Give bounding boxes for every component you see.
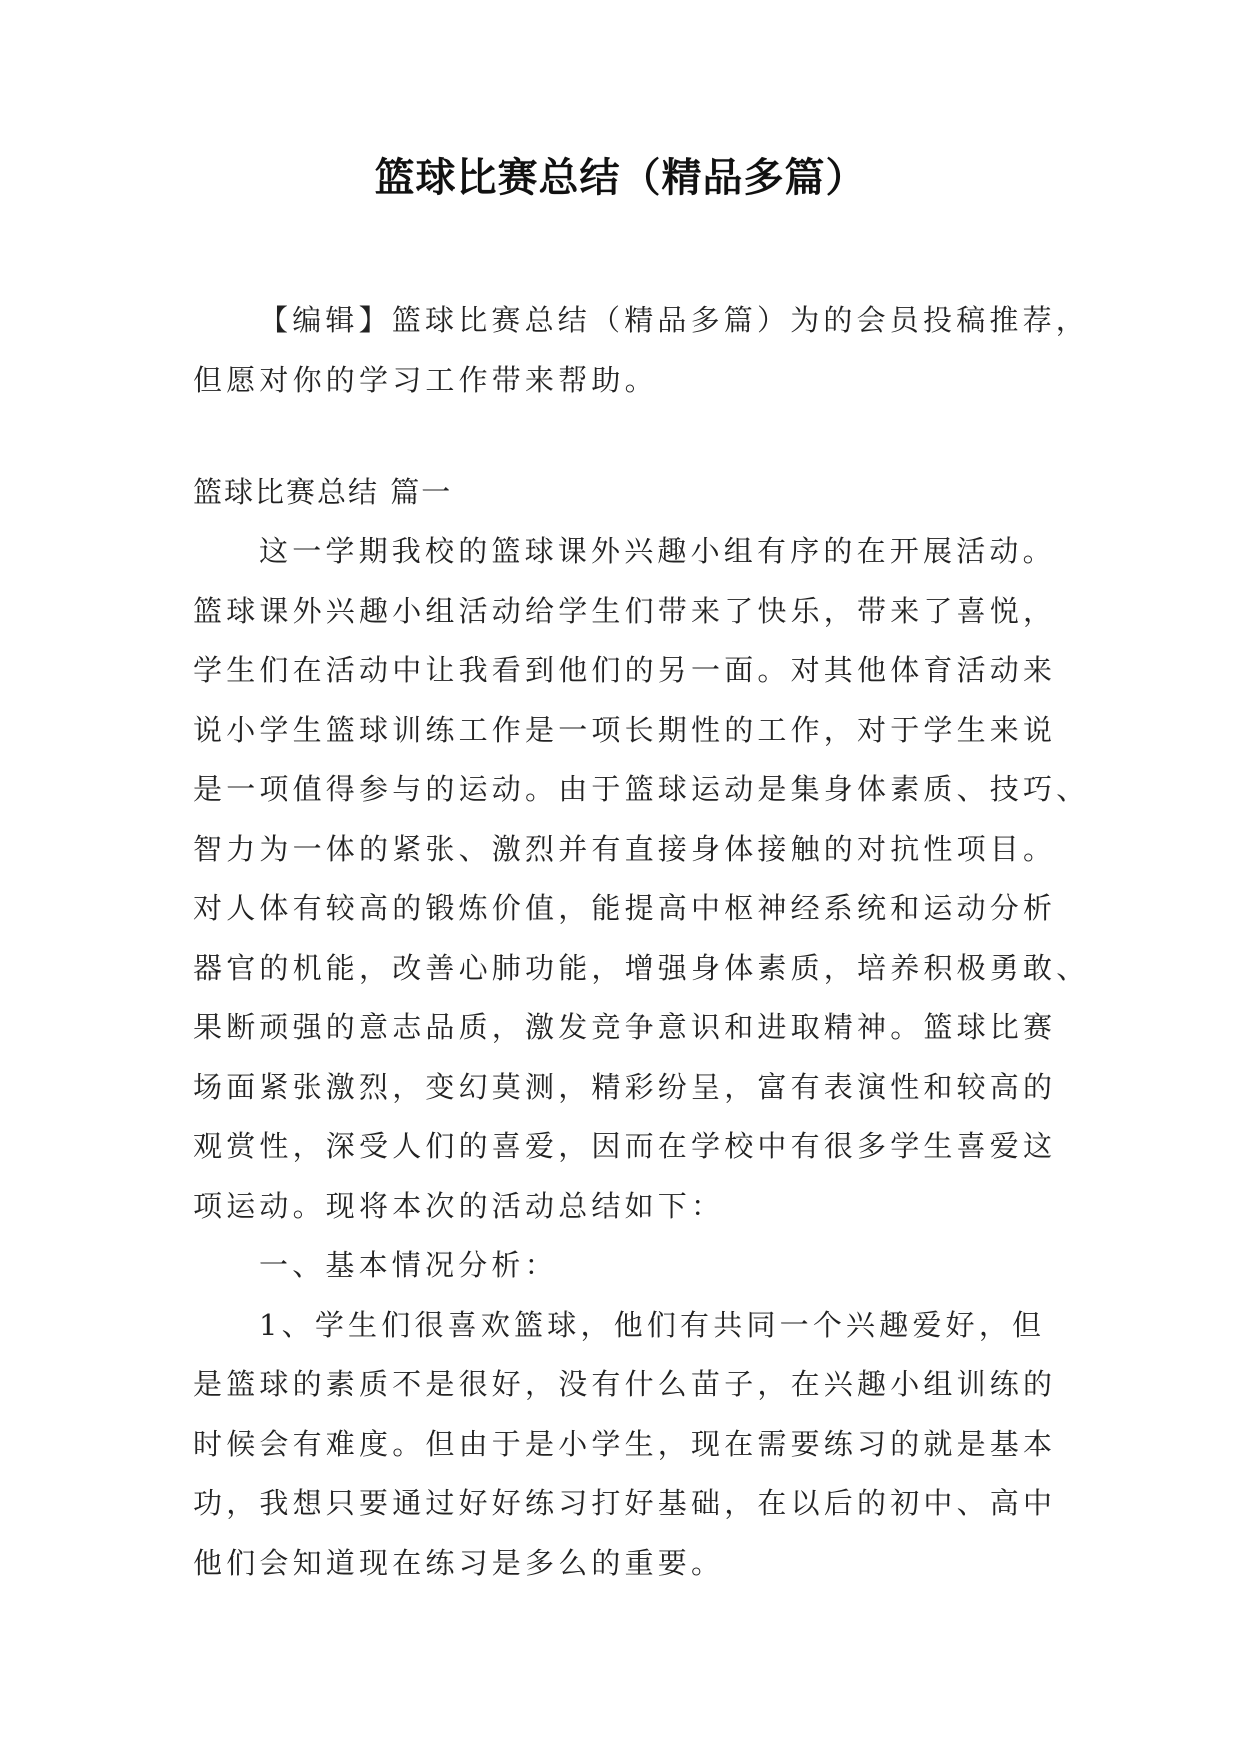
content-line: 智力为一体的紧张、激烈并有直接身体接触的对抗性项目。 [193,831,1057,866]
content-line: 是一项值得参与的运动。由于篮球运动是集身体素质、技巧、 [193,772,1090,806]
content-line: 是篮球的素质不是很好，没有什么苗子，在兴趣小组训练的 [193,1367,1057,1401]
content-line: 篮球课外兴趣小组活动给学生们带来了快乐，带来了喜悦， [193,593,1057,628]
section-content [193,522,1090,1593]
intro-paragraph [193,291,1090,410]
content-line: 场面紧张激烈，变幻莫测，精彩纷呈，富有表演性和较高的 [193,1069,1057,1104]
content-line: 果断顽强的意志品质，激发竞争意识和进取精神。篮球比赛 [193,1010,1057,1044]
content-line: 观赏性，深受人们的喜爱，因而在学校中有很多学生喜爱这 [193,1129,1057,1163]
content-line: 学生们在活动中让我看到他们的另一面。对其他体育活动来 [193,653,1057,687]
content-line: 对人体有较高的锻炼价值，能提高中枢神经系统和运动分析 [193,891,1057,925]
content-line: 项运动。现将本次的活动总结如下： [193,1188,725,1223]
content-line: 功，我想只要通过好好练习打好基础，在以后的初中、高中 [193,1486,1057,1520]
content-line: 一、基本情况分析： [259,1248,558,1282]
section-heading: 篮球比赛总结 篇一 [193,475,453,509]
content-line: 说小学生篮球训练工作是一项长期性的工作，对于学生来说 [193,712,1057,747]
content-line: 器官的机能，改善心肺功能，增强身体素质，培养积极勇敢、 [193,950,1090,985]
intro-line: 【编辑】篮球比赛总结（精品多篇）为的会员投稿推荐， [259,303,1090,337]
intro-line: 但愿对你的学习工作带来帮助。 [193,362,658,397]
content-line: 这一学期我校的篮球课外兴趣小组有序的在开展活动。 [259,534,1056,568]
content-line: 他们会知道现在练习是多么的重要。 [193,1545,725,1580]
page-title: 篮球比赛总结（精品多篇） [374,154,867,201]
content-line: 1、学生们很喜欢篮球，他们有共同一个兴趣爱好，但 [259,1307,1046,1342]
content-line: 时候会有难度。但由于是小学生，现在需要练习的就是基本 [193,1426,1057,1461]
